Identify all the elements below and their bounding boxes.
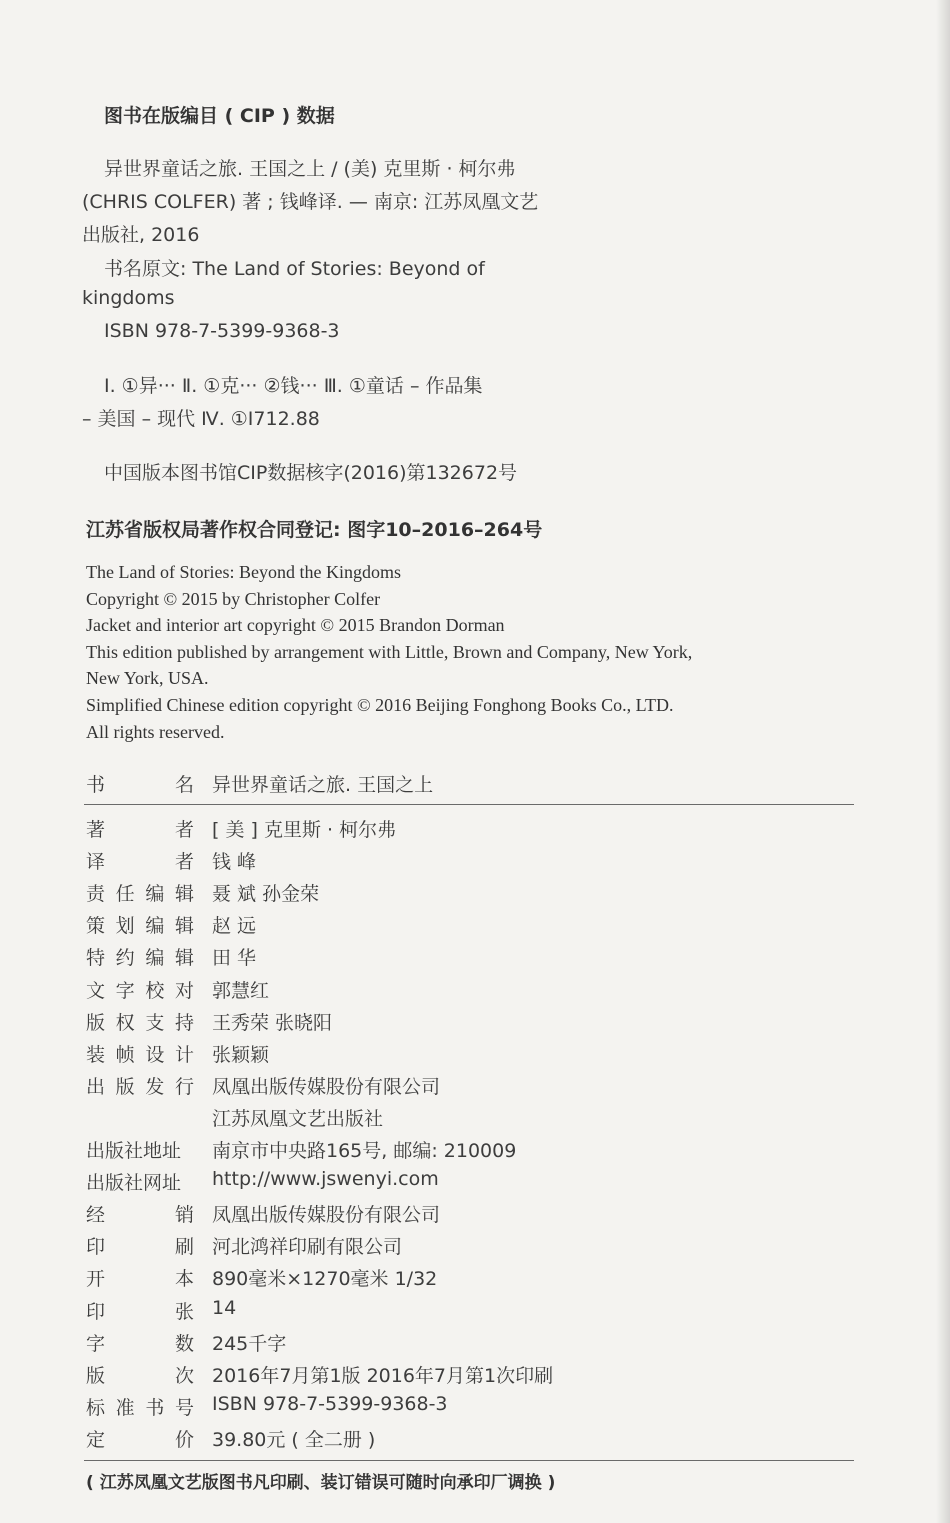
divider bbox=[84, 1460, 854, 1461]
footer-note: ( 江苏凤凰文艺版图书凡印刷、装订错误可随时向承印厂调换 ) bbox=[86, 1473, 556, 1493]
detail-label: 特 约 编 辑 bbox=[86, 947, 194, 969]
detail-value: http://www.jswenyi.com bbox=[212, 1168, 439, 1190]
detail-label: 译 者 bbox=[86, 851, 194, 873]
detail-value: 钱 峰 bbox=[212, 851, 257, 873]
english-line: New York, USA. bbox=[86, 668, 209, 688]
detail-value: [ 美 ] 克里斯 · 柯尔弗 bbox=[212, 819, 397, 841]
english-line: All rights reserved. bbox=[86, 722, 225, 742]
detail-label: 出 版 发 行 bbox=[86, 1076, 194, 1098]
detail-value: 郭慧红 bbox=[212, 980, 270, 1002]
detail-value: 890毫米×1270毫米 1/32 bbox=[212, 1268, 438, 1290]
english-line: Jacket and interior art copyright © 2015 Brandon Dorman bbox=[86, 615, 505, 635]
english-line: The Land of Stories: Beyond the Kingdoms bbox=[86, 562, 401, 582]
detail-label: 定 价 bbox=[86, 1429, 194, 1451]
divider bbox=[84, 804, 854, 805]
detail-label: 经 销 bbox=[86, 1204, 194, 1226]
detail-label: 印 刷 bbox=[86, 1236, 194, 1258]
cip-line: (CHRIS COLFER) 著 ; 钱峰译. — 南京: 江苏凤凰文艺 bbox=[82, 191, 539, 213]
english-line: Simplified Chinese edition copyright © 2016 Beijing Fonghong Books Co., LTD. bbox=[86, 695, 674, 715]
detail-value: 南京市中央路165号, 邮编: 210009 bbox=[212, 1140, 517, 1162]
cip-line: 异世界童话之旅. 王国之上 / (美) 克里斯 · 柯尔弗 bbox=[104, 158, 516, 180]
book-title: 异世界童话之旅. 王国之上 bbox=[212, 774, 434, 796]
detail-label: 标 准 书 号 bbox=[86, 1397, 194, 1419]
detail-label: 装 帧 设 计 bbox=[86, 1044, 194, 1066]
detail-label: 开 本 bbox=[86, 1268, 194, 1290]
english-line: This edition published by arrangement with Little, Brown and Company, New York, bbox=[86, 642, 693, 662]
cip-line: 书名原文: The Land of Stories: Beyond of bbox=[104, 258, 485, 280]
detail-value: 2016年7月第1版 2016年7月第1次印刷 bbox=[212, 1365, 554, 1387]
detail-label: 文 字 校 对 bbox=[86, 980, 194, 1002]
cip-line: 中国版本图书馆CIP数据核字(2016)第132672号 bbox=[104, 462, 518, 484]
detail-value: 39.80元 ( 全二册 ) bbox=[212, 1429, 376, 1451]
detail-value: ISBN 978-7-5399-9368-3 bbox=[212, 1393, 448, 1415]
detail-label: 版 权 支 持 bbox=[86, 1012, 194, 1034]
page-edge-shadow bbox=[936, 0, 950, 1523]
detail-label: 印 张 bbox=[86, 1301, 194, 1323]
detail-label: 策 划 编 辑 bbox=[86, 915, 194, 937]
cip-line: ISBN 978-7-5399-9368-3 bbox=[104, 320, 340, 342]
detail-value: 王秀荣 张晓阳 bbox=[212, 1012, 333, 1034]
english-line: Copyright © 2015 by Christopher Colfer bbox=[86, 589, 381, 609]
detail-value: 聂 斌 孙金荣 bbox=[212, 883, 320, 905]
detail-label: 出版社地址 bbox=[86, 1140, 182, 1162]
detail-label: 版 次 bbox=[86, 1365, 194, 1387]
copyright-registration: 江苏省版权局著作权合同登记: 图字10–2016–264号 bbox=[86, 519, 543, 541]
detail-value: 江苏凤凰文艺出版社 bbox=[212, 1108, 384, 1130]
detail-label: 出版社网址 bbox=[86, 1172, 182, 1194]
cip-line: – 美国 – 现代 Ⅳ. ①I712.88 bbox=[82, 408, 320, 430]
detail-value: 245千字 bbox=[212, 1333, 287, 1355]
cip-line: 出版社, 2016 bbox=[82, 224, 200, 246]
detail-value: 田 华 bbox=[212, 947, 257, 969]
cip-line: kingdoms bbox=[82, 287, 175, 309]
detail-label: 责 任 编 辑 bbox=[86, 883, 194, 905]
detail-value: 河北鸿祥印刷有限公司 bbox=[212, 1236, 403, 1258]
detail-value: 凤凰出版传媒股份有限公司 bbox=[212, 1076, 441, 1098]
cip-heading: 图书在版编目 ( CIP ) 数据 bbox=[104, 105, 335, 127]
detail-value: 14 bbox=[212, 1297, 237, 1319]
cip-line: Ⅰ. ①异··· Ⅱ. ①克··· ②钱··· Ⅲ. ①童话 – 作品集 bbox=[104, 375, 483, 397]
detail-label: 书 名 bbox=[86, 774, 194, 796]
detail-value: 赵 远 bbox=[212, 915, 257, 937]
detail-value: 张颖颖 bbox=[212, 1044, 270, 1066]
detail-label: 字 数 bbox=[86, 1333, 194, 1355]
detail-value: 凤凰出版传媒股份有限公司 bbox=[212, 1204, 441, 1226]
detail-label: 著 者 bbox=[86, 819, 194, 841]
